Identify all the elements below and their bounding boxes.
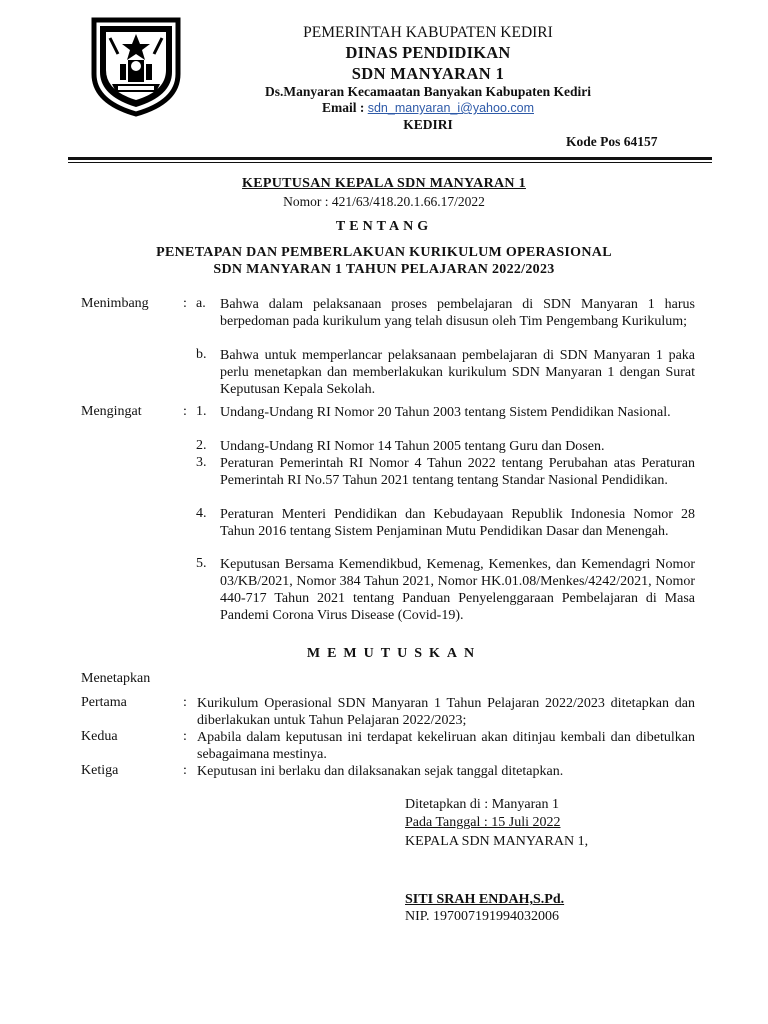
mengingat-item-3: Peraturan Pemerintah RI Nomor 4 Tahun 2022 tentang Perubahan atas Peraturan Pemerintah RI No.57 Tahun 2021 tentang tentang Standar Nasional Pendidikan. [220,456,695,488]
decide-heading: MEMUTUSKAN [306,646,482,661]
kedua-label: Kedua [81,729,118,744]
ketiga-label: Ketiga [81,763,119,778]
menimbang-item-a: Bahwa dalam pelaksanaan proses pembelajaran di SDN Manyaran 1 harus berpedoman pada kurikulum yang telah disusun oleh Tim Pengembang Kurikulum; [220,297,695,329]
mengingat-marker-5: 5. [196,556,207,571]
menimbang-marker-b: b. [196,347,207,362]
signature-position: KEPALA SDN MANYARAN 1, [405,834,589,849]
letterhead-address: Ds.Manyaran Kecamaatan Banyakan Kabupaten Kediri [265,84,591,99]
mengingat-marker-1: 1. [196,404,207,419]
signature-place: Ditetapkan di : Manyaran 1 [405,797,559,812]
signatory-nip: NIP. 197007191994032006 [405,909,560,924]
mengingat-label: Mengingat [81,404,142,419]
letterhead-divider-thin [68,162,712,163]
mengingat-item-2: Undang-Undang RI Nomor 14 Tahun 2005 tentang Guru dan Dosen. [220,439,605,454]
email-link[interactable]: sdn_manyaran_i@yahoo.com [367,101,534,115]
letterhead-agency: DINAS PENDIDIKAN [345,43,511,62]
menimbang-label: Menimbang [81,296,149,311]
pertama-label: Pertama [81,695,127,710]
letterhead-government: PEMERINTAH KABUPATEN KEDIRI [303,24,553,41]
letterhead-divider-thick [68,157,712,160]
mengingat-marker-3: 3. [196,455,207,470]
pertama-text: Kurikulum Operasional SDN Manyaran 1 Tahun Pelajaran 2022/2023 ditetapkan dan diberlakukan untuk Tahun Pelajaran 2022/2023; [197,696,695,728]
menimbang-colon: : [183,296,187,311]
mengingat-marker-4: 4. [196,506,207,521]
pertama-colon: : [183,695,187,710]
menetapkan-label: Menetapkan [81,671,151,686]
signatory-name: SITI SRAH ENDAH,S.Pd. [405,892,565,907]
subject-line-2: SDN MANYARAN 1 TAHUN PELAJARAN 2022/2023 [213,262,555,277]
letterhead-city: KEDIRI [403,117,453,132]
postal-code: Kode Pos 64157 [566,134,658,149]
kedua-colon: : [183,729,187,744]
mengingat-marker-2: 2. [196,438,207,453]
email-label: Email : [321,100,365,115]
letterhead-email-line [180,100,676,116]
menimbang-item-b: Bahwa untuk memperlancar pelaksanaan pembelajaran di SDN Manyaran 1 paka perlu menetapkan dan memberlakukan kurikulum SDN Manyaran 1 dengan Surat Keputusan Kepala Sekolah. [220,348,695,397]
ketiga-text: Keputusan ini berlaku dan dilaksanakan sejak tanggal ditetapkan. [197,764,564,779]
regency-emblem-logo [88,14,184,118]
decree-number: Nomor : 421/63/418.20.1.66.17/2022 [283,194,485,209]
signature-date: Pada Tanggal : 15 Juli 2022 [405,815,561,830]
subject-line-1: PENETAPAN DAN PEMBERLAKUAN KURIKULUM OPERASIONAL [156,245,612,260]
kedua-text: Apabila dalam keputusan ini terdapat kekeliruan akan ditinjau kembali dan dibetulkan sebagaimana mestinya. [197,730,695,762]
decree-title: KEPUTUSAN KEPALA SDN MANYARAN 1 [242,176,526,191]
ketiga-colon: : [183,763,187,778]
about-heading: TENTANG [335,219,433,234]
mengingat-item-4: Peraturan Menteri Pendidikan dan Kebudayaan Republik Indonesia Nomor 28 Tahun 2016 tentang Sistem Penjaminan Mutu Pendidikan Dasar dan Menengah. [220,507,695,539]
menimbang-marker-a: a. [196,296,206,311]
mengingat-item-1: Undang-Undang RI Nomor 20 Tahun 2003 tentang Sistem Pendidikan Nasional. [220,405,671,420]
letterhead-school: SDN MANYARAN 1 [351,64,505,83]
mengingat-colon: : [183,404,187,419]
mengingat-item-5: Keputusan Bersama Kemendikbud, Kemenag, Kemenkes, dan Kemendagri Nomor 03/KB/2021, Nomor 384 Tahun 2021, Nomor HK.01.08/Menkes/4242/2021, Nomor 440-717 Tahun 2021 tentang Panduan Penyelenggaraan Pembelajaran di Masa Pandemi Corona Virus Disease (Covid-19). [220,557,695,623]
